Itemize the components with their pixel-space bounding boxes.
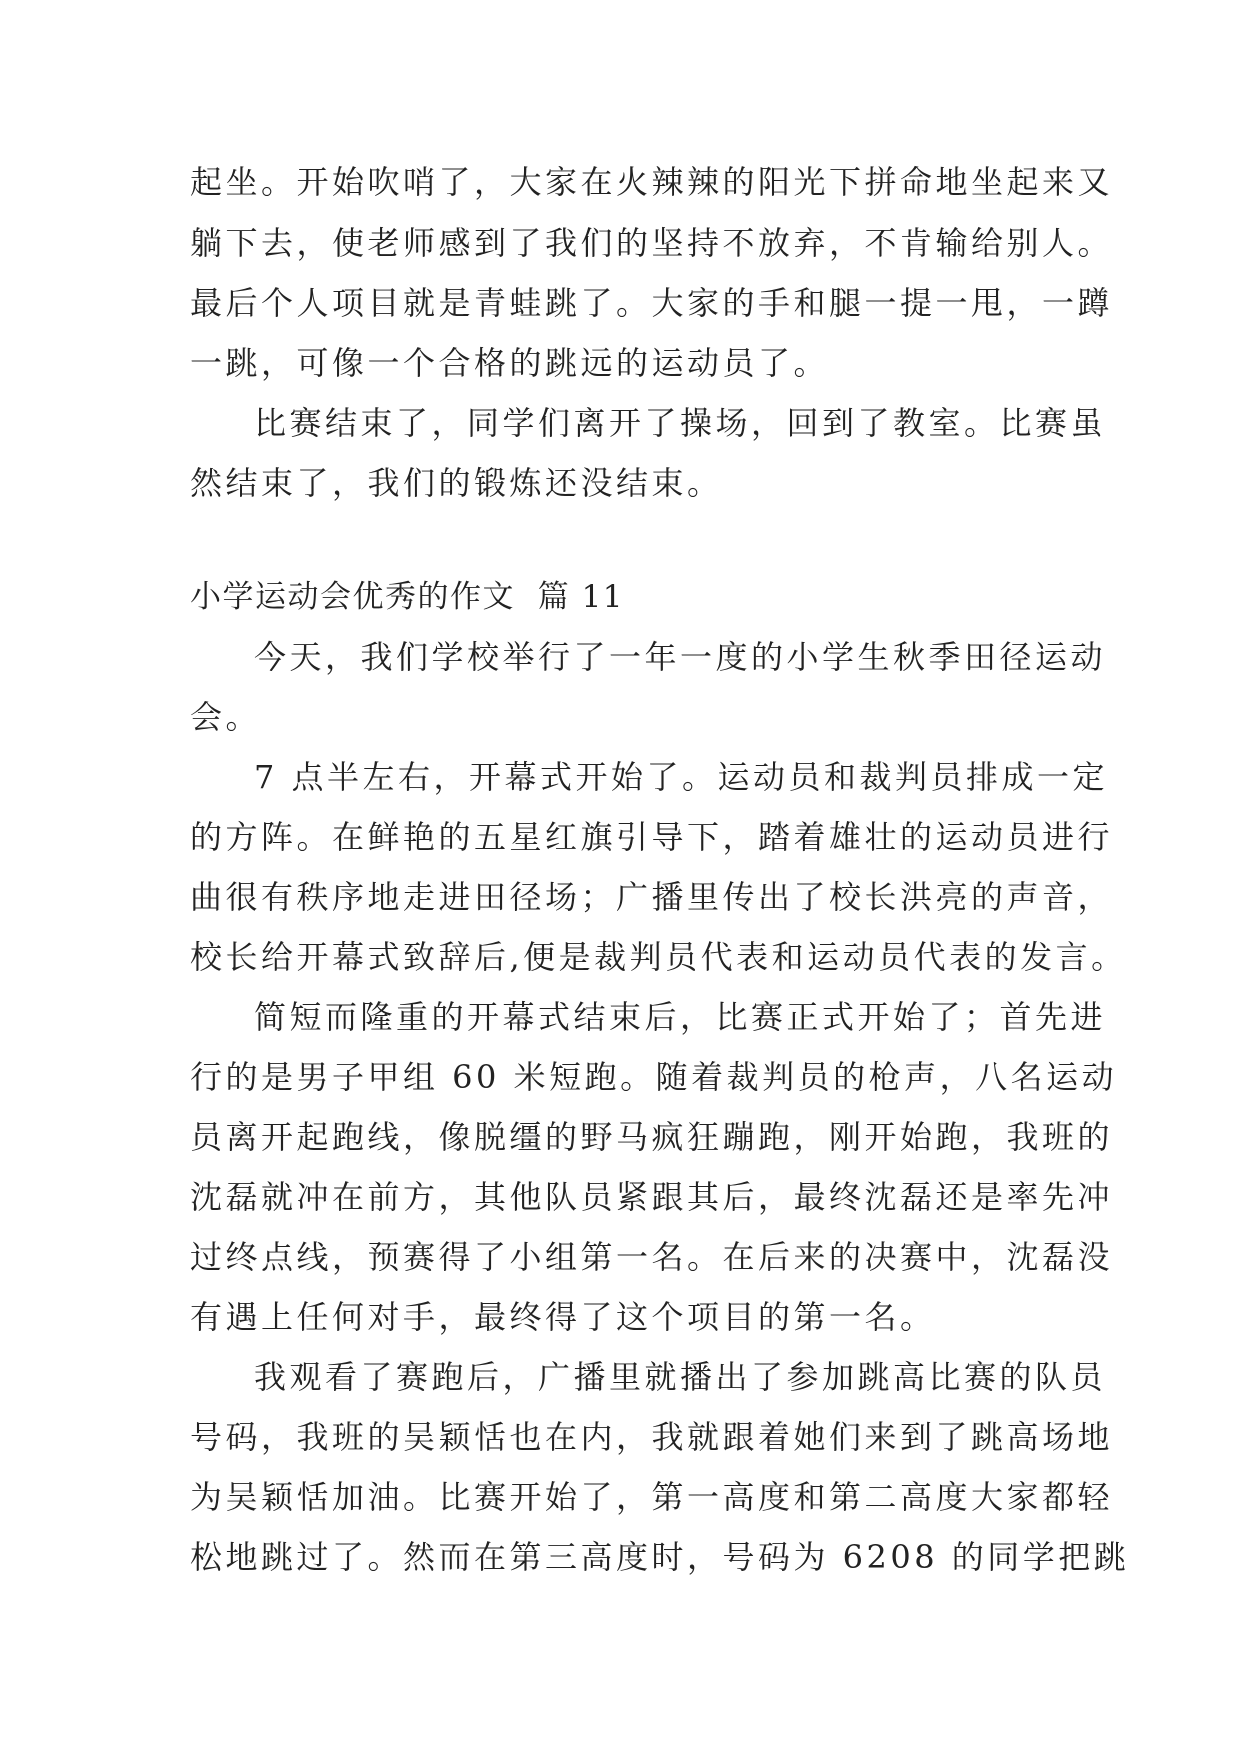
text-line: 我观看了赛跑后，广播里就播出了参加跳高比赛的队员 [254, 1358, 1107, 1396]
text-line: 躺下去，使老师感到了我们的坚持不放弃，不肯输给别人。 [190, 224, 1114, 262]
text-line: 会。 [190, 698, 262, 736]
text-line: 的方阵。在鲜艳的五星红旗引导下，踏着雄壮的运动员进行 [190, 818, 1114, 856]
text-line: 沈磊就冲在前方，其他队员紧跟其后，最终沈磊还是率先冲 [190, 1178, 1114, 1216]
text-line: 为吴颖恬加油。比赛开始了，第一高度和第二高度大家都轻 [190, 1478, 1114, 1516]
text-line: 曲很有秩序地走进田径场；广播里传出了校长洪亮的声音， [190, 878, 1114, 916]
text-line: 号码，我班的吴颖恬也在内，我就跟着她们来到了跳高场地 [190, 1418, 1114, 1456]
text-line: 有遇上任何对手，最终得了这个项目的第一名。 [190, 1298, 936, 1336]
text-line: 7 点半左右，开幕式开始了。运动员和裁判员排成一定 [254, 758, 1109, 796]
section-heading [190, 567, 1070, 627]
text-line: 今天，我们学校举行了一年一度的小学生秋季田径运动 [254, 638, 1107, 676]
section-label: 篇 11 [537, 579, 625, 615]
text-line: 松地跳过了。然而在第三高度时，号码为 6208 的同学把跳 [190, 1538, 1130, 1576]
text-line: 比赛结束了，同学们离开了操场，回到了教室。比赛虽 [254, 404, 1107, 442]
text-line: 员离开起跑线，像脱缰的野马疯狂蹦跑，刚开始跑，我班的 [190, 1118, 1114, 1156]
text-line: 最后个人项目就是青蛙跳了。大家的手和腿一提一甩，一蹲 [190, 284, 1114, 322]
text-line: 然结束了，我们的锻炼还没结束。 [190, 464, 723, 502]
section-title: 小学运动会优秀的作文 [190, 579, 515, 615]
text-line: 过终点线，预赛得了小组第一名。在后来的决赛中，沈磊没 [190, 1238, 1114, 1276]
text-line: 校长给开幕式致辞后,便是裁判员代表和运动员代表的发言。 [190, 938, 1127, 976]
text-line: 简短而隆重的开幕式结束后，比赛正式开始了；首先进 [254, 998, 1107, 1036]
text-line: 起坐。开始吹哨了，大家在火辣辣的阳光下拼命地坐起来又 [190, 163, 1114, 201]
text-line: 行的是男子甲组 60 米短跑。随着裁判员的枪声，八名运动 [190, 1058, 1118, 1096]
text-line: 一跳，可像一个合格的跳远的运动员了。 [190, 344, 830, 382]
